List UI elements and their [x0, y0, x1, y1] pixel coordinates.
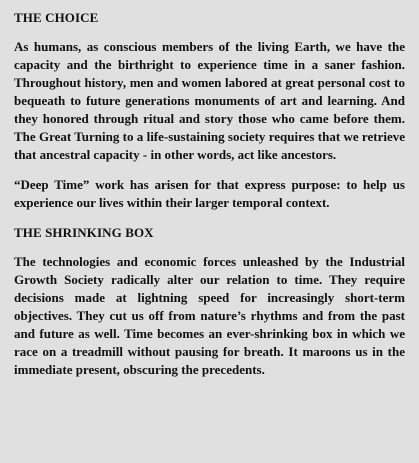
section-the-choice	[14, 9, 405, 212]
section-heading: THE CHOICE	[14, 10, 99, 25]
paragraph: “Deep Time” work has arisen for that express purpose: to help us experience our lives within their larger temporal context.	[14, 177, 405, 210]
section-heading: THE SHRINKING BOX	[14, 225, 154, 240]
paragraph: The technologies and economic forces unleashed by the Industrial Growth Society radically alter our relation to time. They require decisions made at lightning speed for increasingly short-term objectives. They cut us off from nature’s rhythms and from the past and future as well. Time becomes an ever-shrinking box in which we race on a treadmill without pausing for breath. It maroons us in the immediate present, obscuring the precedents.	[14, 254, 405, 377]
paragraph: As humans, as conscious members of the living Earth, we have the capacity and the birthright to experience time in a saner fashion. Throughout history, men and women labored at great personal cost to bequeath to future generations monuments of art and learning. And they honored through ritual and story those who came before them. The Great Turning to a life-sustaining society requires that we retrieve that ancestral capacity - in other words, act like ancestors.	[14, 39, 405, 162]
section-the-shrinking-box	[14, 224, 405, 379]
